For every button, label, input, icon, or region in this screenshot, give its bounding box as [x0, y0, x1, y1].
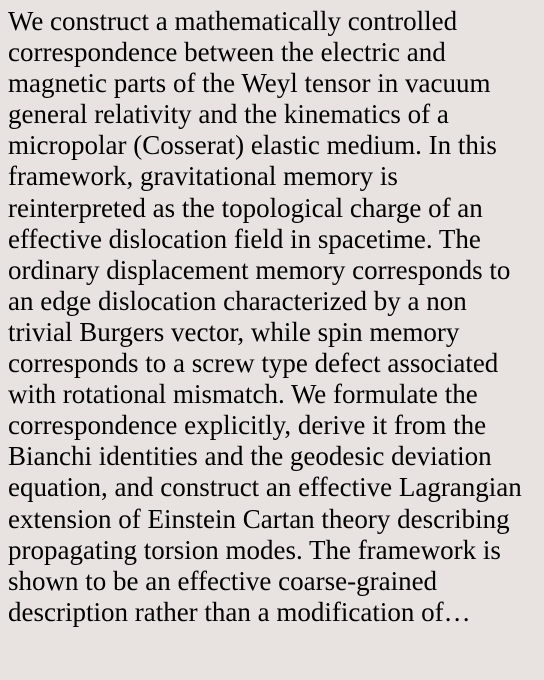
text-line: corresponds to a screw type defect associated: [8, 348, 499, 379]
text-line: correspondence explicitly, derive it from the: [8, 410, 487, 441]
text-line: an edge dislocation characterized by a non: [8, 285, 467, 316]
text-line: equation, and construct an effective Lagrangian: [8, 472, 522, 503]
text-line: extension of Einstein Cartan theory describing: [8, 503, 510, 534]
text-line: shown to be an effective coarse-grained: [8, 565, 438, 596]
text-line: propagating torsion modes. The framework is: [8, 534, 501, 565]
text-line: correspondence between the electric and: [8, 37, 446, 68]
text-line: ordinary displacement memory corresponds to: [8, 254, 511, 285]
text-line: framework, gravitational memory is: [8, 161, 398, 192]
text-line: description rather than a modification of…: [8, 596, 471, 627]
text-line: with rotational mismatch. We formulate the: [8, 379, 478, 410]
text-line: magnetic parts of the Weyl tensor in vacuum: [8, 68, 491, 99]
abstract-text: [8, 6, 538, 628]
text-line: We construct a mathematically controlled: [8, 6, 458, 36]
text-line: general relativity and the kinematics of a: [8, 99, 449, 130]
text-line: trivial Burgers vector, while spin memory: [8, 316, 460, 347]
text-line: Bianchi identities and the geodesic deviation: [8, 441, 492, 472]
text-line: effective dislocation field in spacetime. The: [8, 223, 481, 254]
text-line: micropolar (Cosserat) elastic medium. In this: [8, 130, 497, 161]
text-line: reinterpreted as the topological charge of an: [8, 192, 483, 223]
